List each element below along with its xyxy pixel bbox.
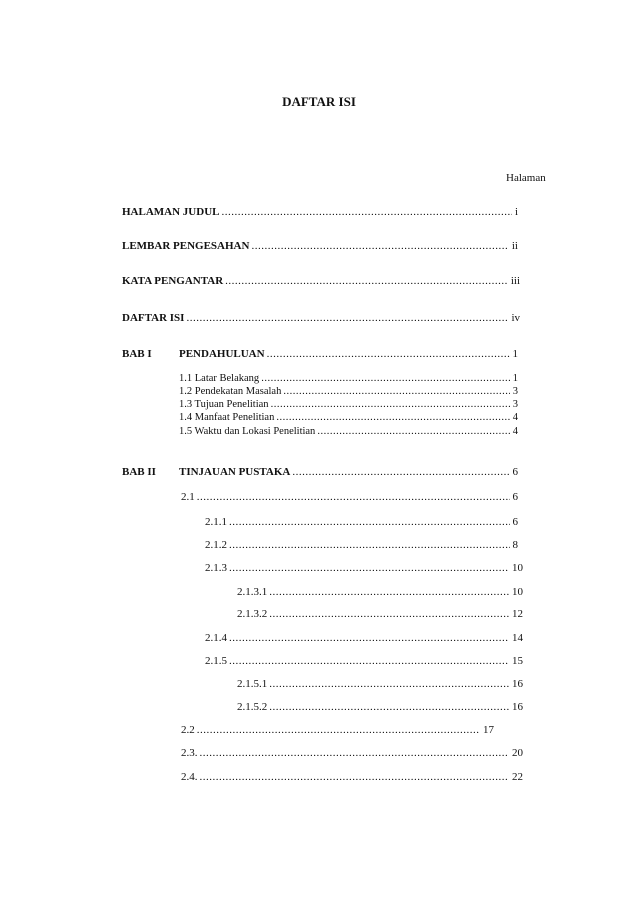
leader-dots (186, 311, 508, 325)
page-column-header: Halaman (506, 172, 546, 184)
subsection-page: 14 (512, 632, 523, 644)
leader-dots (261, 373, 510, 385)
subsection-label: 2.1.3 (205, 562, 227, 574)
leader-dots (229, 561, 509, 575)
subsection-label: 2.1.5 (205, 655, 227, 667)
chapter-number: BAB I (122, 348, 152, 360)
subsubsection-page: 10 (512, 586, 523, 598)
chapter-title: TINJAUAN PUSTAKA (179, 466, 291, 478)
section-page: 3 (512, 399, 518, 410)
chapter-title: PENDAHULUAN (179, 348, 265, 360)
toc-entry-page: i (514, 206, 518, 218)
subsubsection-entry (237, 677, 523, 691)
toc-entry-page: iii (510, 275, 520, 287)
subsubsection-label: 2.1.5.2 (237, 701, 268, 713)
leader-dots (317, 426, 509, 438)
toc-entry-label: KATA PENGANTAR (122, 275, 224, 287)
leader-dots (292, 465, 509, 479)
leader-dots (269, 677, 509, 691)
subsubsection-entry (237, 700, 523, 714)
subsubsection-page: 16 (512, 701, 523, 713)
section-label: 2.1 (181, 491, 195, 503)
subsection-entry (205, 538, 518, 552)
section-label: 2.3. (181, 747, 198, 759)
subsection-label: 2.1.1 (205, 516, 227, 528)
leader-dots (251, 239, 508, 253)
leader-dots (283, 386, 509, 398)
chapter-entry (179, 465, 518, 479)
section-entry (179, 412, 518, 424)
leader-dots (197, 723, 480, 737)
section-label: 1.4 Manfaat Penelitian (179, 412, 275, 423)
leader-dots (269, 700, 509, 714)
page-title: DAFTAR ISI (282, 94, 356, 109)
subsection-entry (205, 561, 523, 575)
leader-dots (269, 607, 509, 621)
toc-entry (122, 239, 518, 253)
section-entry (179, 386, 518, 398)
toc-entry-label: LEMBAR PENGESAHAN (122, 240, 250, 252)
toc-entry (122, 311, 520, 325)
toc-entry (122, 274, 520, 288)
section-entry (181, 490, 518, 504)
leader-dots (269, 585, 509, 599)
leader-dots (267, 347, 510, 361)
leader-dots (200, 770, 510, 784)
section-page: 6 (512, 491, 518, 503)
section-entry (181, 723, 494, 737)
toc-entry (122, 205, 518, 219)
leader-dots (225, 274, 508, 288)
subsubsection-page: 16 (512, 678, 523, 690)
subsubsection-label: 2.1.3.2 (237, 608, 268, 620)
section-label: 1.1 Latar Belakang (179, 373, 260, 384)
subsection-page: 10 (512, 562, 523, 574)
leader-dots (229, 654, 509, 668)
chapter-page: 1 (512, 348, 518, 360)
subsubsection-entry (237, 585, 523, 599)
section-entry (179, 373, 518, 385)
section-page: 3 (512, 386, 518, 397)
section-entry (179, 399, 518, 411)
section-label: 2.2 (181, 724, 195, 736)
section-page: 4 (512, 426, 518, 437)
chapter-number: BAB II (122, 466, 156, 478)
leader-dots (221, 205, 511, 219)
chapter-entry (179, 347, 518, 361)
section-entry (181, 746, 523, 760)
subsection-entry (205, 631, 523, 645)
leader-dots (276, 412, 509, 424)
chapter-page: 6 (512, 466, 518, 478)
leader-dots (197, 490, 510, 504)
leader-dots (271, 399, 510, 411)
subsubsection-label: 2.1.5.1 (237, 678, 268, 690)
subsubsection-page: 12 (512, 608, 523, 620)
toc-entry-label: DAFTAR ISI (122, 312, 185, 324)
subsection-entry (205, 654, 523, 668)
section-page: 1 (512, 373, 518, 384)
leader-dots (200, 746, 510, 760)
leader-dots (229, 515, 510, 529)
toc-entry-page: iv (511, 312, 520, 324)
toc-entry-page: ii (511, 240, 518, 252)
section-entry (181, 770, 523, 784)
section-label: 1.5 Waktu dan Lokasi Penelitian (179, 426, 316, 437)
section-page: 17 (483, 724, 494, 736)
subsection-label: 2.1.2 (205, 539, 227, 551)
section-page: 4 (512, 412, 518, 423)
subsection-entry (205, 515, 518, 529)
toc-entry-label: HALAMAN JUDUL (122, 206, 220, 218)
subsection-page: 15 (512, 655, 523, 667)
subsection-page: 6 (512, 516, 518, 528)
section-page: 20 (512, 747, 523, 759)
section-label: 1.3 Tujuan Penelitian (179, 399, 269, 410)
section-label: 1.2 Pendekatan Masalah (179, 386, 282, 397)
section-entry (179, 426, 518, 438)
leader-dots (229, 631, 509, 645)
subsection-page: 8 (512, 539, 518, 551)
leader-dots (229, 538, 510, 552)
section-label: 2.4. (181, 771, 198, 783)
subsubsection-entry (237, 607, 523, 621)
subsubsection-label: 2.1.3.1 (237, 586, 268, 598)
section-page: 22 (512, 771, 523, 783)
subsection-label: 2.1.4 (205, 632, 227, 644)
